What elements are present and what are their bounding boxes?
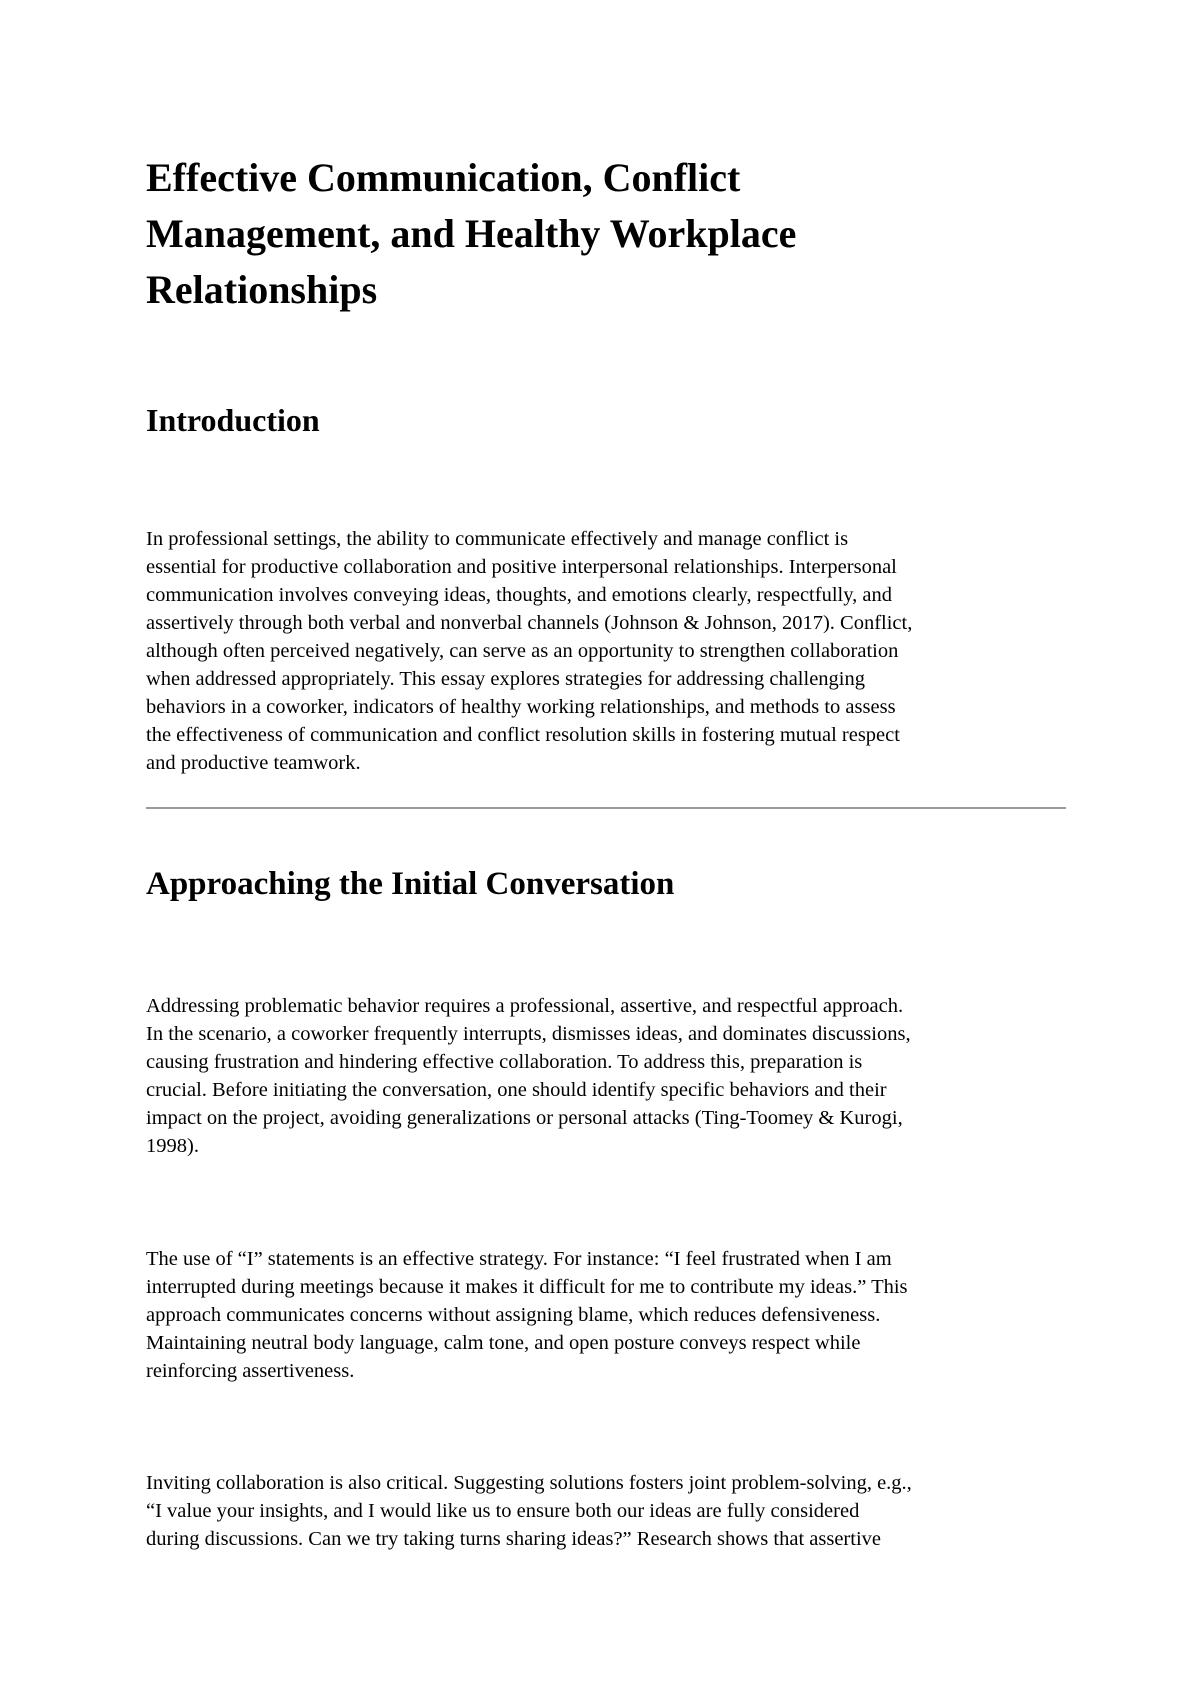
paragraph-line: “I value your insights, and I would like us to ensure both our ideas are fully considered <box>146 1500 860 1522</box>
paragraph-line: Addressing problematic behavior requires a professional, assertive, and respectful approach. <box>146 995 904 1017</box>
paragraph-line: although often perceived negatively, can serve as an opportunity to strengthen collaboration <box>146 640 899 662</box>
paragraph-line: crucial. Before initiating the conversation, one should identify specific behaviors and their <box>146 1079 887 1101</box>
paragraph-line: the effectiveness of communication and conflict resolution skills in fostering mutual respect <box>146 724 900 746</box>
paragraph-line: essential for productive collaboration and positive interpersonal relationships. Interpersonal <box>146 556 897 578</box>
paragraph-line: causing frustration and hindering effective collaboration. To address this, preparation is <box>146 1051 863 1073</box>
paragraph-line: In professional settings, the ability to communicate effectively and manage conflict is <box>146 528 849 550</box>
paragraph-line: approach communicates concerns without assigning blame, which reduces defensiveness. <box>146 1304 881 1326</box>
title-line: Effective Communication, Conflict <box>146 155 741 200</box>
paragraph-approach-2 <box>146 1245 1066 1385</box>
paragraph-approach-1 <box>146 992 1066 1160</box>
document-title <box>146 150 1066 318</box>
paragraph-line: assertively through both verbal and nonverbal channels (Johnson & Johnson, 2017). Conflict, <box>146 612 913 634</box>
paragraph-line: and productive teamwork. <box>146 752 361 774</box>
title-line: Relationships <box>146 267 378 312</box>
paragraph-approach-3 <box>146 1469 1066 1553</box>
horizontal-rule <box>146 807 1066 809</box>
paragraph-line: Maintaining neutral body language, calm tone, and open posture conveys respect while <box>146 1332 861 1354</box>
paragraph-line: interrupted during meetings because it makes it difficult for me to contribute my ideas.” This <box>146 1276 908 1298</box>
section-heading-approaching: Approaching the Initial Conversation <box>146 866 675 902</box>
paragraph-line: The use of “I” statements is an effective strategy. For instance: “I feel frustrated when I am <box>146 1248 892 1270</box>
paragraph-line: behaviors in a coworker, indicators of healthy working relationships, and methods to assess <box>146 696 896 718</box>
paragraph-line: communication involves conveying ideas, thoughts, and emotions clearly, respectfully, and <box>146 584 892 606</box>
paragraph-line: impact on the project, avoiding generalizations or personal attacks (Ting-Toomey & Kurogi, <box>146 1107 903 1129</box>
title-line: Management, and Healthy Workplace <box>146 211 797 256</box>
section-heading-introduction: Introduction <box>146 402 320 438</box>
paragraph-line: In the scenario, a coworker frequently interrupts, dismisses ideas, and dominates discussions, <box>146 1023 911 1045</box>
paragraph-line: reinforcing assertiveness. <box>146 1360 355 1382</box>
paragraph-line: when addressed appropriately. This essay explores strategies for addressing challenging <box>146 668 865 690</box>
paragraph-line: 1998). <box>146 1135 199 1157</box>
paragraph-introduction <box>146 525 1066 777</box>
paragraph-line: during discussions. Can we try taking turns sharing ideas?” Research shows that assertive <box>146 1528 881 1550</box>
paragraph-line: Inviting collaboration is also critical. Suggesting solutions fosters joint problem-solving, e.g., <box>146 1472 912 1494</box>
